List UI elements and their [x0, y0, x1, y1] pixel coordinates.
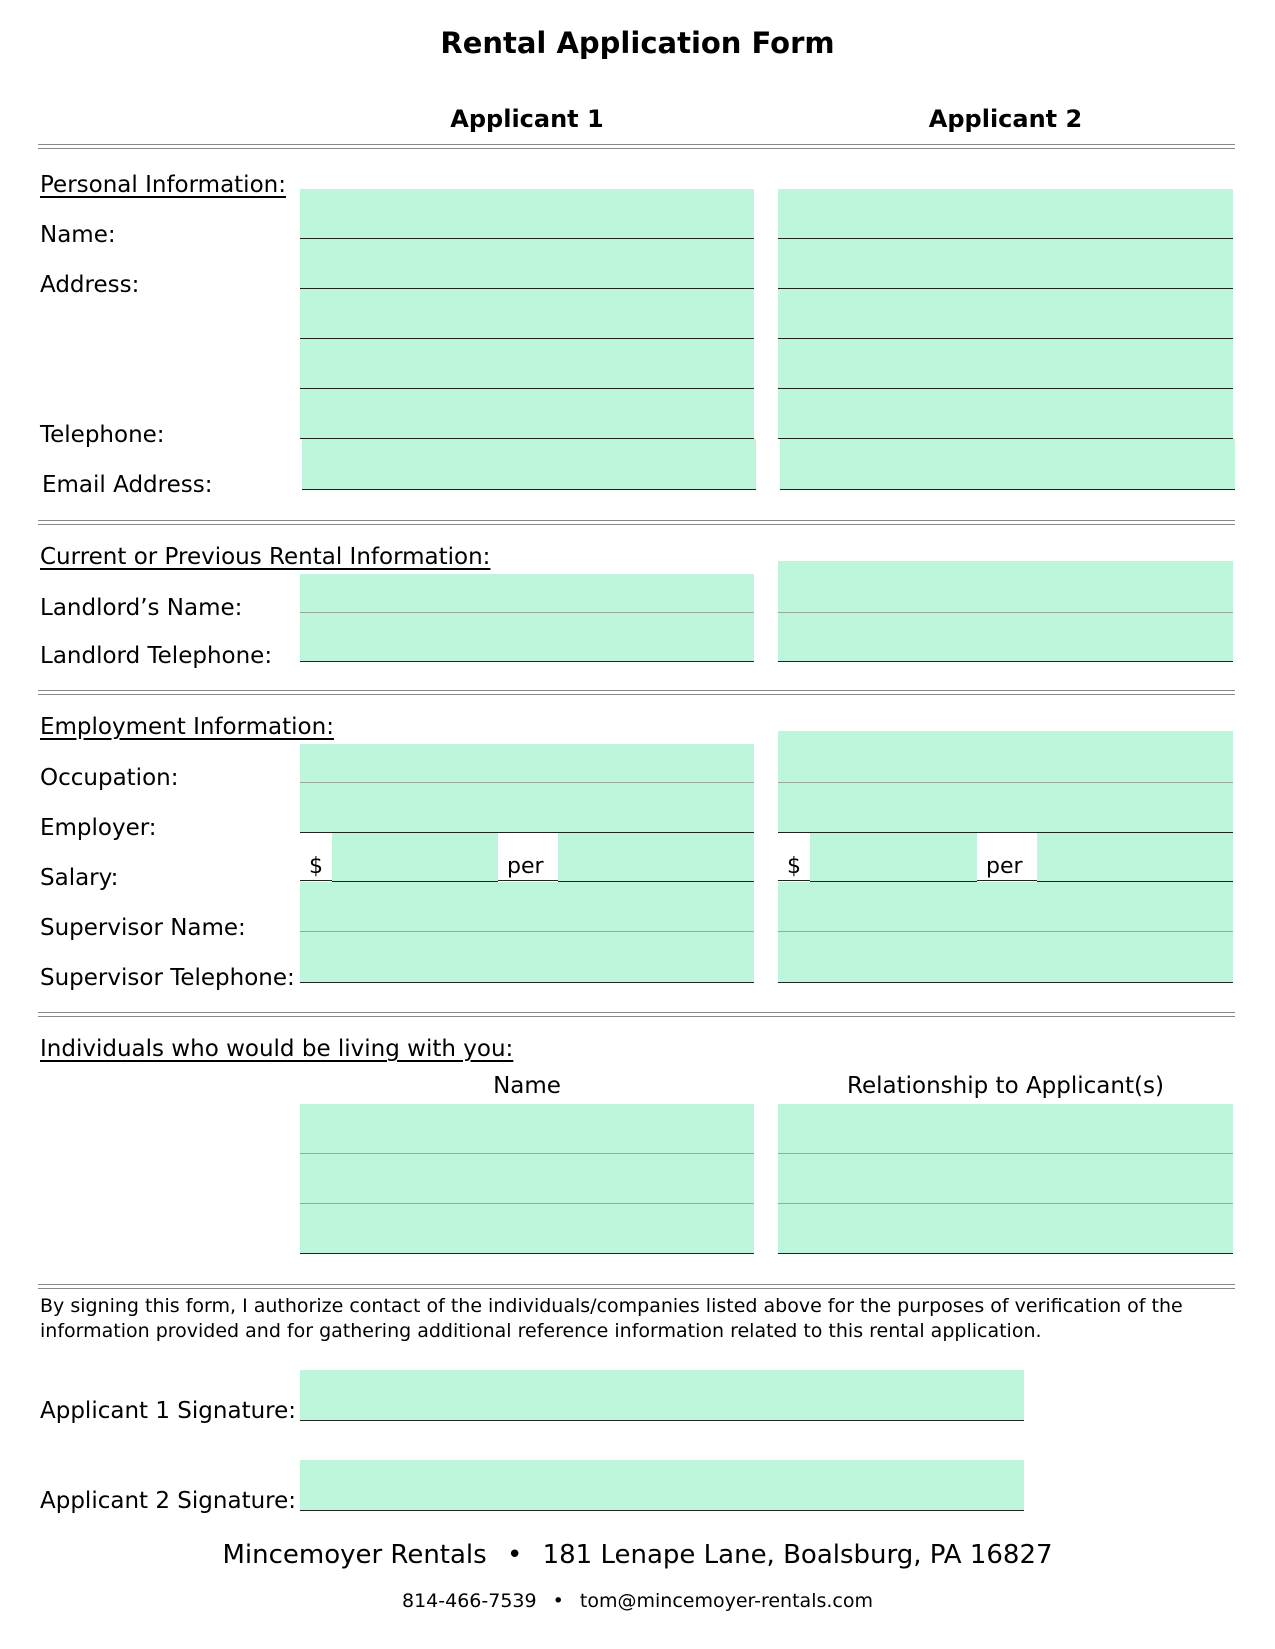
- applicant2-supervisor-name-field[interactable]: [778, 882, 1233, 932]
- landlord-name-label: Landlord’s Name:: [40, 595, 243, 621]
- relationship-column-header: Relationship to Applicant(s): [847, 1073, 1164, 1099]
- applicant2-telephone-field[interactable]: [778, 389, 1233, 439]
- footer-contact-line: [0, 1590, 1275, 1612]
- applicant1-name-field[interactable]: [300, 189, 754, 239]
- applicant1-supervisor-name-field[interactable]: [300, 882, 754, 932]
- rental-info-heading: Current or Previous Rental Information:: [40, 544, 491, 570]
- individual-name-field-1[interactable]: [300, 1104, 754, 1154]
- bullet-separator: •: [506, 1540, 523, 1570]
- footer-company-line: [0, 1540, 1275, 1570]
- applicant1-landlord-telephone-field[interactable]: [300, 613, 754, 662]
- applicant-1-header: Applicant 1: [450, 105, 604, 133]
- section-divider: [38, 520, 1235, 525]
- email-label: Email Address:: [42, 472, 213, 498]
- applicant1-address-line3-field[interactable]: [300, 339, 754, 389]
- applicant2-address-line2-field[interactable]: [778, 289, 1233, 339]
- applicant1-signature-field[interactable]: [300, 1370, 1024, 1421]
- individual-relationship-field-3[interactable]: [778, 1204, 1233, 1254]
- supervisor-telephone-label: Supervisor Telephone:: [40, 965, 295, 991]
- applicant1-email-field[interactable]: [302, 439, 756, 490]
- personal-info-heading: Personal Information:: [40, 172, 286, 198]
- salary-label: Salary:: [40, 865, 119, 891]
- section-divider: [38, 1012, 1235, 1017]
- applicant2-signature-label: Applicant 2 Signature:: [40, 1488, 297, 1514]
- company-name: Mincemoyer Rentals: [222, 1540, 487, 1570]
- individual-relationship-field-2[interactable]: [778, 1154, 1233, 1204]
- applicant1-occupation-field[interactable]: [300, 744, 754, 783]
- applicant1-salary-period-field[interactable]: [558, 833, 754, 882]
- page-title: Rental Application Form: [440, 26, 835, 60]
- company-phone: 814-466-7539: [401, 1590, 537, 1612]
- applicant1-landlord-name-field[interactable]: [300, 574, 754, 613]
- individual-relationship-field-1[interactable]: [778, 1104, 1233, 1154]
- applicant1-telephone-field[interactable]: [300, 389, 754, 439]
- individual-name-field-3[interactable]: [300, 1204, 754, 1254]
- company-address: 181 Lenape Lane, Boalsburg, PA 16827: [542, 1540, 1053, 1570]
- applicant1-employer-field[interactable]: [300, 783, 754, 833]
- applicant2-supervisor-telephone-field[interactable]: [778, 932, 1233, 983]
- applicant2-name-field[interactable]: [778, 189, 1233, 239]
- section-divider: [38, 1284, 1235, 1289]
- occupation-label: Occupation:: [40, 765, 179, 791]
- applicant1-supervisor-telephone-field[interactable]: [300, 932, 754, 983]
- individuals-heading: Individuals who would be living with you:: [40, 1036, 514, 1062]
- landlord-telephone-label: Landlord Telephone:: [40, 643, 273, 669]
- applicant2-dollar-sign: $: [778, 833, 810, 881]
- applicant2-occupation-field[interactable]: [778, 731, 1233, 783]
- applicant-2-header: Applicant 2: [928, 105, 1083, 133]
- employment-info-heading: Employment Information:: [40, 714, 334, 740]
- applicant2-salary-amount-field[interactable]: [810, 833, 977, 882]
- address-label: Address:: [40, 272, 140, 298]
- applicant2-per-label: per: [977, 833, 1037, 881]
- applicant2-employer-field[interactable]: [778, 783, 1233, 833]
- name-label: Name:: [40, 222, 116, 248]
- applicant1-per-label: per: [498, 833, 558, 881]
- applicant2-address-line1-field[interactable]: [778, 239, 1233, 289]
- section-divider: [38, 690, 1235, 695]
- supervisor-name-label: Supervisor Name:: [40, 915, 246, 941]
- section-divider: [38, 144, 1235, 149]
- individual-name-field-2[interactable]: [300, 1154, 754, 1204]
- applicant2-landlord-telephone-field[interactable]: [778, 613, 1233, 662]
- applicant2-signature-field[interactable]: [300, 1460, 1024, 1511]
- individual-name-column-header: Name: [493, 1073, 561, 1099]
- applicant2-email-field[interactable]: [780, 439, 1235, 490]
- applicant1-dollar-sign: $: [300, 833, 332, 881]
- bullet-separator: •: [552, 1590, 564, 1612]
- applicant2-landlord-name-field[interactable]: [778, 561, 1233, 613]
- applicant1-salary-amount-field[interactable]: [332, 833, 498, 882]
- company-email: tom@mincemoyer-rentals.com: [579, 1590, 873, 1612]
- authorization-text: By signing this form, I authorize contact of the individuals/companies listed above for the purposes of verification of the information provided and for gathering additional reference information related to this rental application.: [40, 1295, 1183, 1342]
- applicant1-address-line1-field[interactable]: [300, 239, 754, 289]
- applicant1-signature-label: Applicant 1 Signature:: [40, 1398, 297, 1424]
- employer-label: Employer:: [40, 815, 157, 841]
- applicant1-address-line2-field[interactable]: [300, 289, 754, 339]
- applicant2-address-line3-field[interactable]: [778, 339, 1233, 389]
- telephone-label: Telephone:: [40, 422, 165, 448]
- applicant2-salary-period-field[interactable]: [1037, 833, 1233, 882]
